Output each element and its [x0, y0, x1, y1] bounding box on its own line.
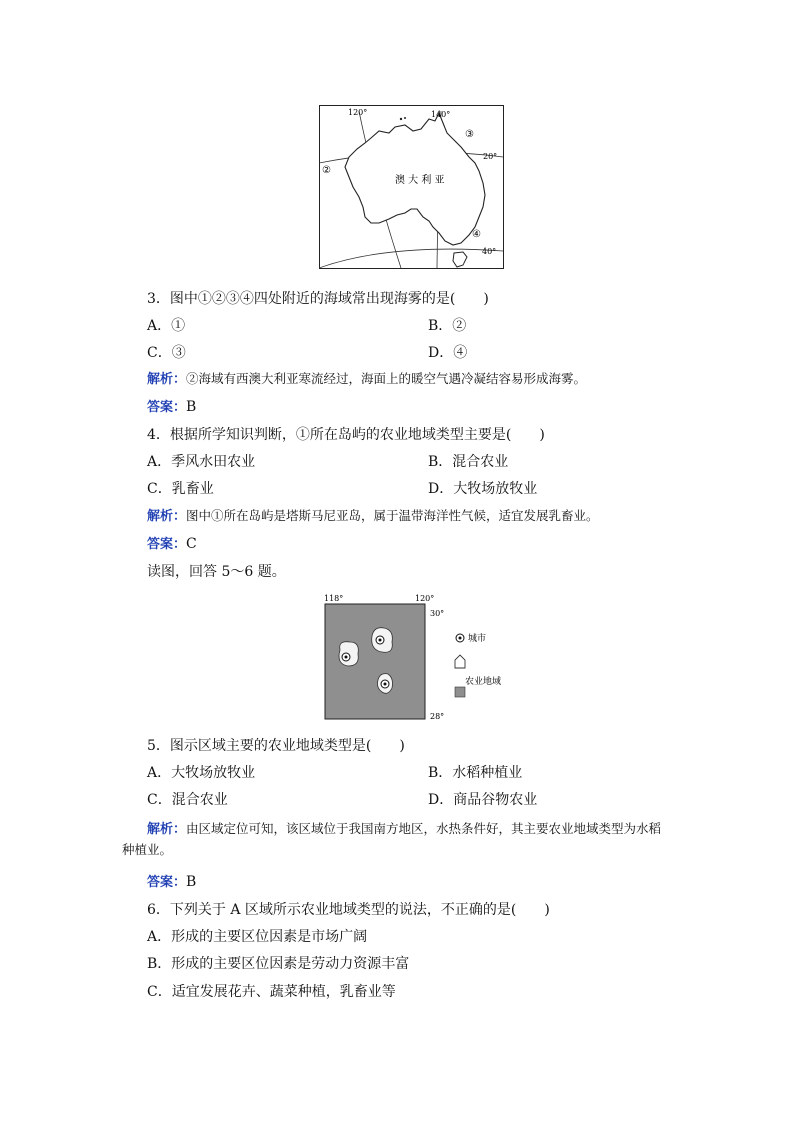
q6-option-b: B．形成的主要区位因素是劳动力资源丰富 — [147, 956, 410, 972]
q5-answer-value: B — [186, 874, 197, 890]
agriculture-region-map — [322, 592, 512, 722]
q5-answer — [147, 872, 196, 893]
lat-40-label: 40° — [482, 247, 497, 256]
q5-option-c: C．混合农业 — [147, 792, 228, 808]
lat-30-label: 30° — [430, 609, 445, 618]
q5-stem: 5．图示区域主要的农业地域类型是( ) — [147, 738, 405, 754]
analysis-label: 解析： — [147, 822, 187, 837]
marker-2: ② — [322, 165, 331, 176]
q4-analysis — [147, 506, 599, 527]
marker-4: ④ — [472, 229, 481, 240]
q5-option-d: D．商品谷物农业 — [428, 792, 538, 808]
legend-agri-fill-icon — [455, 687, 465, 697]
q5-analysis-text: 由区域定位可知，该区域位于我国南方地区，水热条件好，其主要农业地域类型为水稻种植业。 — [122, 821, 662, 857]
answer-label: 答案： — [147, 537, 187, 552]
lon-118-label: 118° — [324, 594, 344, 603]
q3-analysis — [147, 369, 586, 390]
q6-option-a: A．形成的主要区位因素是市场广阔 — [147, 929, 368, 945]
q3-analysis-text: ②海域有西澳大利亚寒流经过，海面上的暖空气遇冷凝结容易形成海雾。 — [186, 371, 587, 386]
marker-3: ③ — [465, 129, 474, 140]
answer-label: 答案： — [147, 400, 187, 415]
lon-120-label: 120° — [348, 108, 368, 117]
answer-label: 答案： — [147, 875, 187, 890]
q4-analysis-text: 图中①所在岛屿是塔斯马尼亚岛，属于温带海洋性气候，适宜发展乳畜业。 — [186, 508, 599, 523]
q3-stem: 3．图中①②③④四处附近的海域常出现海雾的是( ) — [147, 291, 489, 307]
analysis-label: 解析： — [147, 509, 187, 524]
q5-option-a: A．大牧场放牧业 — [147, 765, 256, 781]
q4-option-c: C．乳畜业 — [147, 481, 214, 497]
q4-option-d: D．大牧场放牧业 — [428, 481, 538, 497]
q4-answer — [147, 534, 197, 555]
country-label: 澳 大 利 亚 — [395, 175, 445, 186]
reading-intro: 读图，回答 5～6 题。 — [147, 564, 286, 580]
q3-answer-value: B — [186, 399, 197, 415]
q6-option-c: C．适宜发展花卉、蔬菜种植，乳畜业等 — [147, 984, 396, 1000]
q5-option-b: B．水稻种植业 — [428, 765, 523, 781]
q3-answer — [147, 397, 196, 418]
lon-140-label: 140° — [431, 110, 451, 119]
legend-city-label: 城市 — [468, 634, 487, 644]
analysis-label: 解析： — [147, 372, 187, 387]
q4-option-a: A．季风水田农业 — [147, 454, 256, 470]
legend-agri-outline-icon — [455, 655, 465, 668]
q3-option-d: D．④ — [428, 345, 468, 361]
marker-1: ① — [457, 258, 465, 267]
australia-map — [319, 105, 504, 269]
q3-option-a: A．① — [147, 318, 186, 334]
q4-stem: 4．根据所学知识判断，①所在岛屿的农业地域类型主要是( ) — [147, 427, 545, 443]
lon-120-label: 120° — [415, 594, 435, 603]
q4-answer-value: C — [186, 536, 197, 552]
q4-option-b: B．混合农业 — [428, 454, 509, 470]
q5-analysis — [122, 819, 672, 860]
lat-20-label: 20° — [483, 152, 498, 161]
lat-28-label: 28° — [430, 712, 445, 721]
q3-option-b: B．② — [428, 318, 467, 334]
legend-agri-label: 农业地域 — [465, 677, 502, 687]
q6-stem: 6．下列关于 A 区域所示农业地域类型的说法，不正确的是( ) — [147, 902, 550, 918]
q3-option-c: C．③ — [147, 345, 186, 361]
